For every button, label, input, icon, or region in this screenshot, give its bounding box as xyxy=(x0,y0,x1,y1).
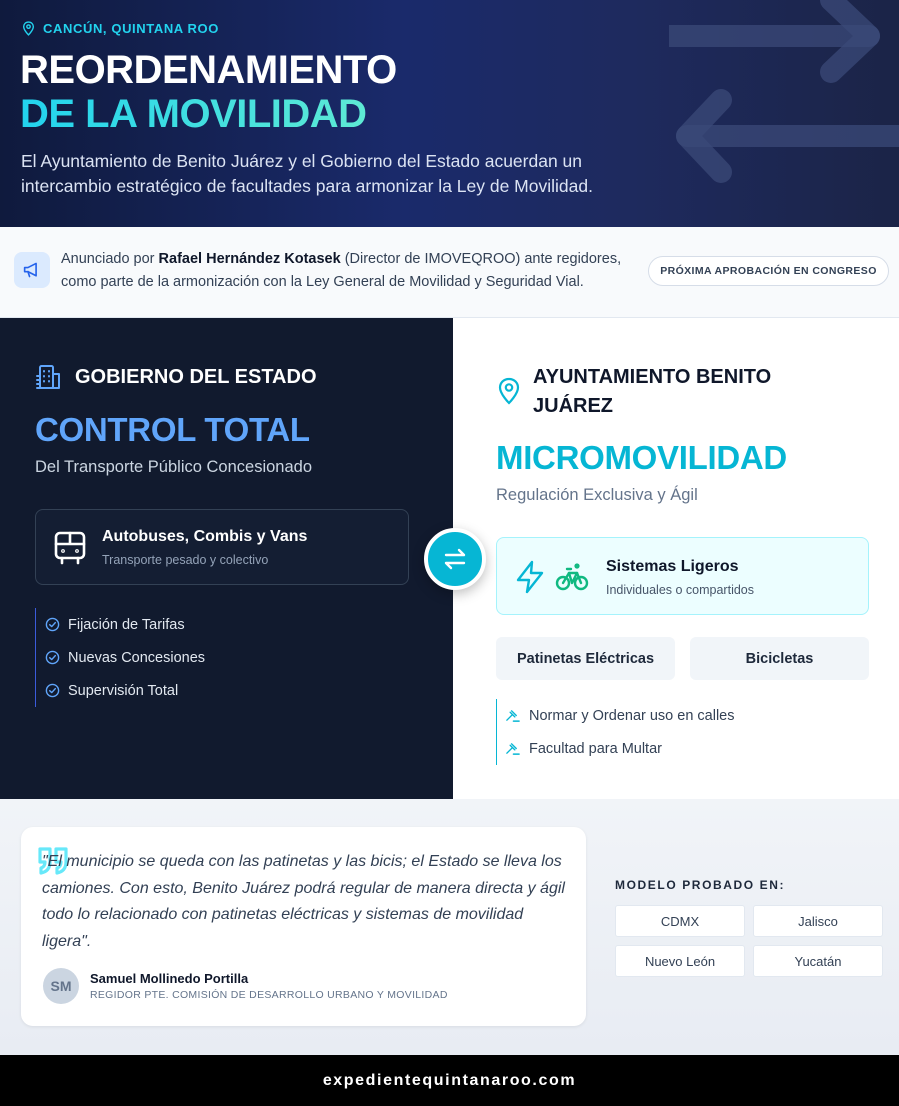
model-title: MODELO PROBADO EN: xyxy=(615,878,786,892)
pill-electric-scooters: Patinetas Eléctricas xyxy=(496,637,675,680)
ayuntamiento-heading-text: AYUNTAMIENTO BENITO JUÁREZ xyxy=(533,366,772,417)
estado-heading-text: GOBIERNO DEL ESTADO xyxy=(75,365,317,388)
megaphone-icon xyxy=(14,252,50,288)
list-item-label: Facultad para Multar xyxy=(529,740,662,757)
estado-panel xyxy=(0,318,453,799)
list-item-label: Fijación de Tarifas xyxy=(68,616,185,633)
government-building-icon xyxy=(35,363,63,391)
quote-card xyxy=(21,827,586,1026)
announcement-prefix: Anunciado por xyxy=(61,251,159,267)
list-item xyxy=(505,732,735,765)
ayuntamiento-powers-list xyxy=(496,699,735,765)
list-item xyxy=(45,674,205,707)
swap-arrows-decoration-icon xyxy=(669,0,899,227)
map-pin-icon xyxy=(22,21,35,36)
bus-card-title: Autobuses, Combis y Vans xyxy=(102,528,308,545)
light-systems-subtitle: Individuales o compartidos xyxy=(606,583,754,597)
model-place: Yucatán xyxy=(753,945,883,977)
title-line-2: DE LA MOVILIDAD xyxy=(20,92,367,136)
bicycle-icon xyxy=(555,562,589,592)
light-systems-title: Sistemas Ligeros xyxy=(606,558,739,575)
ayuntamiento-subtitle: Regulación Exclusiva y Ágil xyxy=(496,486,698,504)
quote-section xyxy=(0,799,899,1055)
model-place: Jalisco xyxy=(753,905,883,937)
quote-text: "El municipio se queda con las patinetas y las bicis; el Estado se lleva los camiones. Con esto, Benito Juárez podrá regular de manera directa y ágil todo lo relacionado con patinetas eléctricas y sistemas de movilidad ligera". xyxy=(42,853,565,950)
estado-powers-list xyxy=(35,608,205,707)
announcement-suffix: (Director de IMOVEQROO) ante regidores, como parte de la armonización con la Ley General de Movilidad y Seguridad Vial. xyxy=(61,251,622,290)
model-place: Nuevo León xyxy=(615,945,745,977)
quote-author: Samuel Mollinedo Portilla xyxy=(90,971,249,986)
map-pin-icon xyxy=(497,377,521,405)
bus-icon xyxy=(53,530,87,566)
gavel-icon xyxy=(505,741,520,756)
approval-status-badge: PRÓXIMA APROBACIÓN EN CONGRESO xyxy=(648,256,889,286)
list-item xyxy=(45,608,205,641)
ayuntamiento-heading xyxy=(497,363,833,421)
footer-site-link[interactable]: expedientequintanaroo.com xyxy=(322,1071,577,1089)
hero-description: El Ayuntamiento de Benito Juárez y el Gobierno del Estado acuerdan un intercambio estratégico de facultades para armonizar la Ley de Movilidad. xyxy=(21,151,593,196)
footer xyxy=(0,1055,899,1106)
check-circle-icon xyxy=(45,650,60,665)
pill-bicycles: Bicicletas xyxy=(690,637,869,680)
check-circle-icon xyxy=(45,683,60,698)
check-circle-icon xyxy=(45,617,60,632)
gavel-icon xyxy=(505,708,520,723)
location-text: CANCÚN, QUINTANA ROO xyxy=(43,21,219,36)
list-item xyxy=(45,641,205,674)
announcement-bar xyxy=(0,227,899,318)
hero-header xyxy=(0,0,899,227)
title-line-1: REORDENAMIENTO xyxy=(20,48,397,92)
bus-transport-card xyxy=(35,509,409,585)
list-item-label: Nuevas Concesiones xyxy=(68,649,206,666)
quote-author-role: REGIDOR PTE. COMISIÓN DE DESARROLLO URBANO Y MOVILIDAD xyxy=(90,989,448,1001)
exchange-arrows-icon xyxy=(424,528,486,590)
estado-heading xyxy=(35,363,317,391)
list-item-label: Normar y Ordenar uso en calles xyxy=(529,707,735,724)
avatar: SM xyxy=(43,968,79,1004)
announcement-text xyxy=(61,248,641,294)
bus-card-subtitle: Transporte pesado y colectivo xyxy=(102,553,269,567)
estado-headline: CONTROL TOTAL xyxy=(35,411,310,448)
list-item-label: Supervisión Total xyxy=(68,682,179,699)
announcement-person: Rafael Hernández Kotasek xyxy=(158,251,341,267)
light-systems-card xyxy=(496,537,869,615)
lightning-bolt-icon xyxy=(514,560,546,594)
location-label xyxy=(22,21,219,36)
model-place: CDMX xyxy=(615,905,745,937)
ayuntamiento-panel xyxy=(453,318,899,799)
ayuntamiento-headline: MICROMOVILIDAD xyxy=(496,439,787,476)
estado-subtitle: Del Transporte Público Concesionado xyxy=(35,458,312,476)
list-item xyxy=(505,699,735,732)
